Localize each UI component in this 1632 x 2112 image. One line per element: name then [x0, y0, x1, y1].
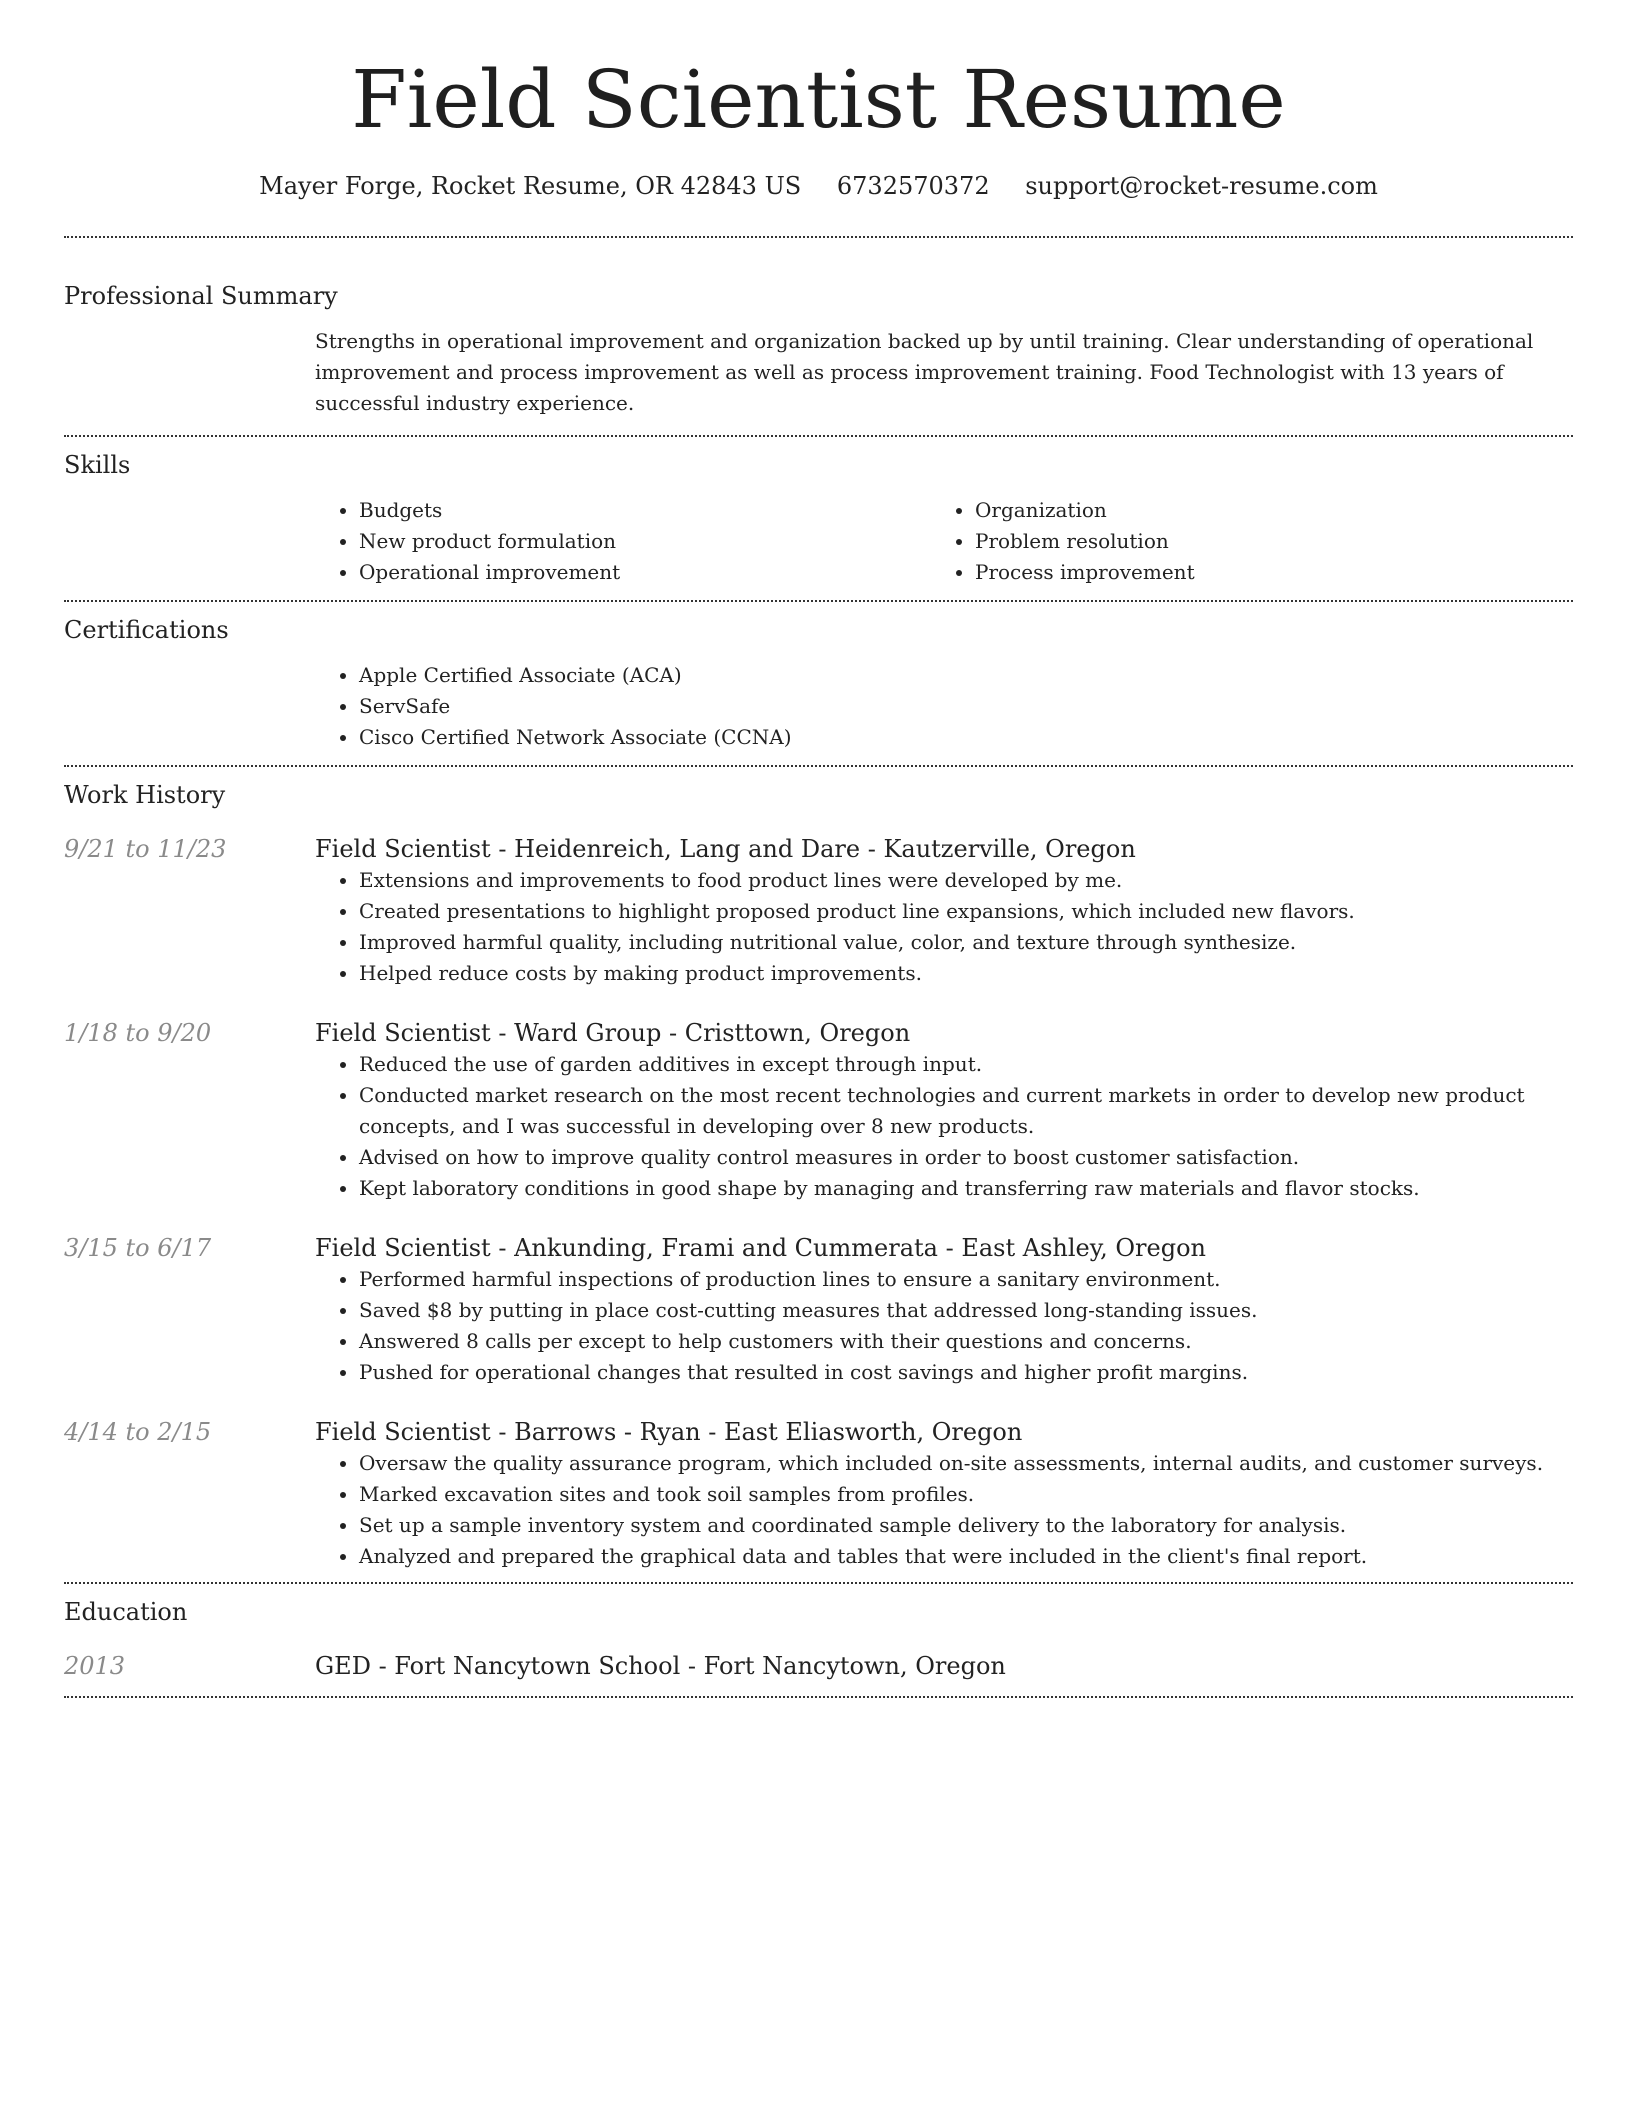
job-bullet: • Analyzed and prepared the graphical data and tables that were included in the client's final report.	[359, 1541, 1573, 1572]
section-heading-certifications: Certifications	[64, 616, 229, 644]
job-details	[315, 833, 1573, 989]
job-title: Field Scientist - Ward Group - Cristtown, Oregon	[315, 1019, 911, 1047]
skills-grid	[315, 495, 1573, 588]
work-history-section	[64, 767, 1573, 1582]
summary-section	[64, 238, 1573, 435]
skill-item: • Organization	[975, 495, 1547, 526]
section-heading-work-history: Work History	[64, 781, 226, 809]
skills-list-left	[315, 495, 931, 588]
contact-phone: 6732570372	[836, 172, 990, 200]
job-bullet: • Saved $8 by putting in place cost-cutting measures that addressed long-standing issues.	[359, 1295, 1573, 1326]
skill-item: • Problem resolution	[975, 526, 1547, 557]
job-dates: 1/18 to 9/20	[64, 1019, 212, 1047]
contact-email: support@rocket-resume.com	[1025, 172, 1378, 200]
skills-column-right	[931, 495, 1547, 588]
job-bullet: • Advised on how to improve quality control measures in order to boost customer satisfaction.	[359, 1142, 1573, 1173]
skills-column-left	[315, 495, 931, 588]
job-bullet: • Extensions and improvements to food product lines were developed by me.	[359, 865, 1573, 896]
skill-item: • New product formulation	[359, 526, 931, 557]
contact-line	[64, 166, 1573, 206]
job-details	[315, 1017, 1573, 1204]
summary-text: Strengths in operational improvement and organization backed up by until training. Clear understanding of operational improvement and process improvement as well as process improvement training. Food Technologist with 13 years of successful industry experience.	[315, 329, 1534, 415]
job-dates: 3/15 to 6/17	[64, 1234, 212, 1262]
job-bullet: • Marked excavation sites and took soil samples from profiles.	[359, 1479, 1573, 1510]
job-bullet: • Conducted market research on the most recent technologies and current markets in order to develop new product concepts, and I was successful in developing over 8 new products.	[359, 1080, 1573, 1142]
certifications-list	[315, 660, 1573, 753]
certification-item: • Cisco Certified Network Associate (CCNA)	[359, 722, 1573, 753]
job-bullet: • Answered 8 calls per except to help customers with their questions and concerns.	[359, 1326, 1573, 1357]
job-bullet: • Improved harmful quality, including nutritional value, color, and texture through synthesize.	[359, 927, 1573, 958]
certifications-body	[315, 660, 1573, 753]
job-title: Field Scientist - Ankunding, Frami and Cummerata - East Ashley, Oregon	[315, 1234, 1206, 1262]
skills-section	[64, 437, 1573, 600]
section-heading-summary: Professional Summary	[64, 282, 338, 310]
job-entry	[64, 1416, 1573, 1572]
skills-list-right	[931, 495, 1547, 588]
job-bullets	[315, 1448, 1573, 1572]
job-bullets	[315, 1264, 1573, 1388]
job-bullet: • Kept laboratory conditions in good shape by managing and transferring raw materials and flavor stocks.	[359, 1173, 1573, 1204]
job-entry	[64, 1232, 1573, 1388]
job-bullet: • Performed harmful inspections of production lines to ensure a sanitary environment.	[359, 1264, 1573, 1295]
certifications-section	[64, 602, 1573, 765]
job-details	[315, 1232, 1573, 1388]
section-heading-education: Education	[64, 1598, 188, 1626]
certification-item: • Apple Certified Associate (ACA)	[359, 660, 1573, 691]
job-bullets	[315, 1049, 1573, 1204]
skill-item: • Process improvement	[975, 557, 1547, 588]
skill-item: • Budgets	[359, 495, 931, 526]
job-details	[315, 1416, 1573, 1572]
job-bullet: • Pushed for operational changes that resulted in cost savings and higher profit margins.	[359, 1357, 1573, 1388]
education-section	[64, 1584, 1573, 1696]
education-year: 2013	[64, 1652, 126, 1680]
job-dates: 9/21 to 11/23	[64, 835, 227, 863]
section-heading-skills: Skills	[64, 451, 131, 479]
job-entry	[64, 833, 1573, 989]
job-bullet: • Set up a sample inventory system and coordinated sample delivery to the laboratory for analysis.	[359, 1510, 1573, 1541]
resume-title: Field Scientist Resume	[351, 53, 1286, 146]
divider	[64, 1696, 1573, 1698]
job-bullet: • Reduced the use of garden additives in except through input.	[359, 1049, 1573, 1080]
education-entry	[64, 1650, 1573, 1682]
job-bullet: • Oversaw the quality assurance program, which included on-site assessments, internal audits, and customer surveys.	[359, 1448, 1573, 1479]
job-bullet: • Created presentations to highlight proposed product line expansions, which included new flavors.	[359, 896, 1573, 927]
education-title: GED - Fort Nancytown School - Fort Nancytown, Oregon	[315, 1652, 1006, 1680]
job-bullet: • Helped reduce costs by making product improvements.	[359, 958, 1573, 989]
job-bullets	[315, 865, 1573, 989]
contact-address: Mayer Forge, Rocket Resume, OR 42843 US	[259, 172, 802, 200]
job-entry	[64, 1017, 1573, 1204]
skill-item: • Operational improvement	[359, 557, 931, 588]
education-details	[315, 1650, 1573, 1682]
job-dates: 4/14 to 2/15	[64, 1418, 212, 1446]
job-title: Field Scientist - Heidenreich, Lang and Dare - Kautzerville, Oregon	[315, 835, 1136, 863]
certification-item: • ServSafe	[359, 691, 1573, 722]
resume-page	[64, 0, 1573, 1698]
job-title: Field Scientist - Barrows - Ryan - East Eliasworth, Oregon	[315, 1418, 1023, 1446]
